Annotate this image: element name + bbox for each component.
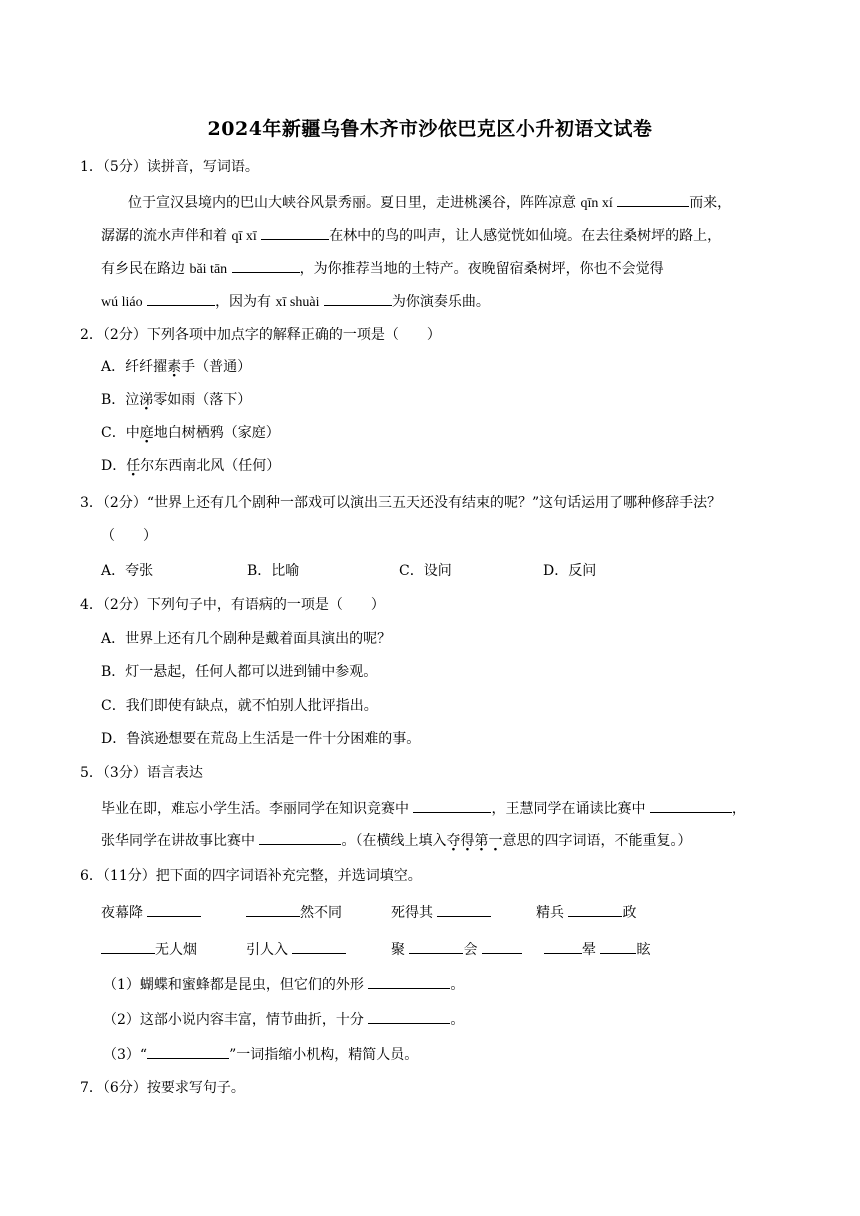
text: D． <box>101 458 127 474</box>
question-1-line-4 <box>101 290 490 314</box>
text: 有乡民在路边 <box>101 261 190 277</box>
dotted-char: 夺 <box>446 833 461 849</box>
answer-blank[interactable] <box>147 901 201 917</box>
answer-blank[interactable] <box>292 938 346 954</box>
text: 。 <box>450 1012 465 1028</box>
text: 意思的四字词语，不能重复。） <box>502 833 692 849</box>
answer-blank[interactable] <box>147 1043 229 1059</box>
text: 零如雨（落下） <box>153 392 252 408</box>
text: （2）这部小说内容丰富，情节曲折，十分 <box>103 1012 369 1028</box>
text: ， <box>731 801 746 817</box>
answer-blank[interactable] <box>600 938 636 954</box>
dotted-char: 得 <box>460 833 475 849</box>
option-c[interactable]: C．设问 <box>399 563 452 579</box>
text: ”一词指缩小机构，精简人员。 <box>229 1047 419 1063</box>
idiom-8 <box>544 938 650 961</box>
answer-blank[interactable] <box>368 1008 450 1024</box>
option-d[interactable] <box>101 455 280 477</box>
question-7-heading: 7．（6分）按要求写句子。 <box>80 1080 245 1096</box>
text: 手（普通） <box>181 359 252 375</box>
question-3-heading: 3．（2分）“世界上还有几个剧种一部戏可以演出三五天还没有结束的呢？”这句话运用了哪种修辞手法？ <box>80 495 722 511</box>
answer-blank[interactable] <box>259 829 341 845</box>
text: （1）蝴蝶和蜜蜂都是昆虫，但它们的外形 <box>103 977 369 993</box>
pinyin: xī shuài <box>275 295 320 310</box>
text: ，王慧同学在诵读比赛中 <box>491 801 650 817</box>
text: 无人烟 <box>155 942 197 958</box>
answer-blank[interactable] <box>101 938 155 954</box>
option-b[interactable]: B．比喻 <box>247 563 300 579</box>
text: 位于宣汉县境内的巴山大峡谷风景秀丽。夏日里，走进桃溪谷，阵阵凉意 <box>128 195 581 211</box>
text: 地白树栖鸦（家庭） <box>153 425 280 441</box>
sub-question-3 <box>103 1043 418 1066</box>
option-d[interactable]: D．反问 <box>543 563 597 579</box>
pinyin: bǎi tān <box>189 262 228 277</box>
option-d[interactable]: D．鲁滨逊想要在荒岛上生活是一件十分困难的事。 <box>101 731 421 747</box>
text: 张华同学在讲故事比赛中 <box>101 833 260 849</box>
option-b[interactable]: B．灯一悬起，任何人都可以进到铺中参观。 <box>101 664 378 680</box>
dotted-char: 一 <box>488 833 503 849</box>
dotted-char: 第 <box>474 833 489 849</box>
page-title: 2024年新疆乌鲁木齐市沙依巴克区小升初语文试卷 <box>207 118 653 140</box>
text: C．中 <box>101 425 140 441</box>
text: （3）“ <box>103 1047 148 1063</box>
idiom-6 <box>246 938 346 961</box>
text: 聚 <box>391 942 410 958</box>
text: 在林中的鸟的叫声，让人感觉恍如仙境。在去往桑树坪的路上， <box>329 228 722 244</box>
answer-blank[interactable] <box>324 290 392 306</box>
idiom-1 <box>101 901 201 924</box>
text: 眩 <box>636 942 651 958</box>
idiom-4 <box>536 901 636 924</box>
text: 死得其 <box>391 905 438 921</box>
question-2-heading: 2．（2分）下列各项中加点字的解释正确的一项是（ ） <box>80 327 441 343</box>
question-1-line-3 <box>101 257 664 281</box>
idiom-3 <box>391 901 491 924</box>
dotted-char: 素 <box>167 359 182 375</box>
text: 。（在横线上填入 <box>341 833 447 849</box>
text: 。 <box>450 977 465 993</box>
question-5-line-2 <box>101 829 691 852</box>
text: 毕业在即，难忘小学生活。李丽同学在知识竞赛中 <box>101 801 414 817</box>
answer-blank[interactable] <box>232 257 300 273</box>
option-a[interactable]: A．世界上还有几个剧种是戴着面具演出的呢？ <box>101 631 392 647</box>
question-5-heading: 5．（3分）语言表达 <box>80 765 203 781</box>
text: 会 <box>463 942 482 958</box>
option-a[interactable] <box>101 356 251 378</box>
answer-paren: （ ） <box>101 528 157 544</box>
dotted-char: 涕 <box>139 392 154 408</box>
question-6-heading: 6．（11分）把下面的四字词语补充完整，并选词填空。 <box>80 868 422 884</box>
idiom-5 <box>101 938 197 961</box>
text: 而来， <box>689 195 732 211</box>
sub-question-1 <box>103 973 464 996</box>
text: A．纤纤擢 <box>101 359 168 375</box>
option-b[interactable] <box>101 389 251 411</box>
text: 引人入 <box>246 942 293 958</box>
answer-blank[interactable] <box>617 191 689 207</box>
question-5-line-1 <box>101 797 746 820</box>
text: 尔东西南北风（任何） <box>140 458 281 474</box>
text: 晕 <box>582 942 601 958</box>
idiom-2 <box>246 901 342 924</box>
text: 然不同 <box>300 905 342 921</box>
text: 政 <box>622 905 637 921</box>
option-c[interactable]: C．我们即使有缺点，就不怕别人批评指出。 <box>101 698 378 714</box>
option-c[interactable] <box>101 422 280 444</box>
question-4-heading: 4．（2分）下列句子中，有语病的一项是（ ） <box>80 597 385 613</box>
answer-blank[interactable] <box>437 901 491 917</box>
question-1-line-1 <box>128 191 731 215</box>
answer-blank[interactable] <box>650 797 732 813</box>
dotted-char: 庭 <box>139 425 154 441</box>
answer-blank[interactable] <box>147 290 215 306</box>
pinyin: qīn xí <box>580 196 613 211</box>
sub-question-2 <box>103 1008 464 1031</box>
dotted-char: 任 <box>126 458 141 474</box>
text: ，为你推荐当地的土特产。夜晚留宿桑树坪，你也不会觉得 <box>299 261 664 277</box>
text: ，因为有 <box>215 294 276 310</box>
answer-blank[interactable] <box>261 224 329 240</box>
text: B．泣 <box>101 392 140 408</box>
answer-blank[interactable] <box>246 901 300 917</box>
idiom-7 <box>391 938 522 961</box>
answer-blank[interactable] <box>568 901 622 917</box>
text: 潺潺的流水声伴和着 <box>101 228 232 244</box>
question-1-heading: 1．（5分）读拼音，写词语。 <box>80 159 259 175</box>
answer-blank[interactable] <box>482 938 522 954</box>
answer-blank[interactable] <box>368 973 450 989</box>
pinyin: wú liáo <box>101 295 143 310</box>
answer-blank[interactable] <box>413 797 491 813</box>
question-1-line-2 <box>101 224 721 248</box>
answer-blank[interactable] <box>544 938 582 954</box>
option-a[interactable]: A．夸张 <box>101 563 154 579</box>
pinyin: qī xī <box>231 229 257 244</box>
text: 精兵 <box>536 905 569 921</box>
text: 为你演奏乐曲。 <box>391 294 490 310</box>
answer-blank[interactable] <box>409 938 463 954</box>
text: 夜幕降 <box>101 905 148 921</box>
